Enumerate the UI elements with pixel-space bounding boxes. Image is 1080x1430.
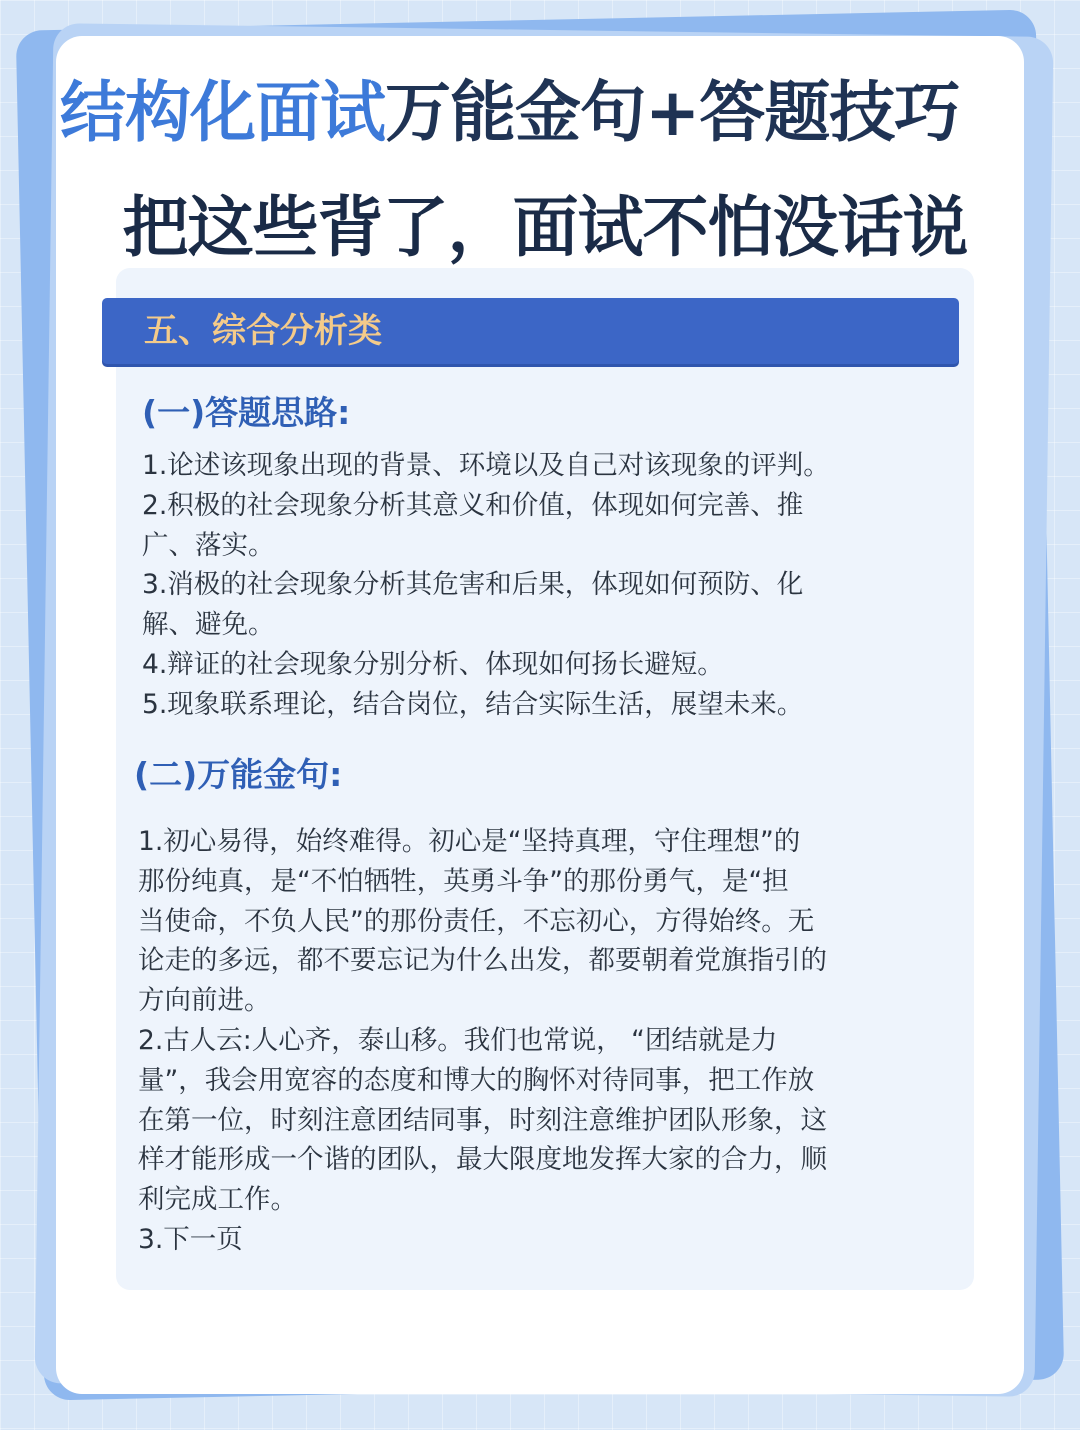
quote-line: 2.古人云:人心齐，泰山移。我们也常说， “团结就是力: [138, 1024, 778, 1056]
quote-line: 利完成工作。: [138, 1184, 297, 1216]
quote-line: 1.初心易得，始终难得。初心是“坚持真理，守住理想”的: [138, 826, 801, 857]
quote-line: 在第一位，时刻注意团结同事，时刻注意维护团队形象，这: [138, 1104, 827, 1136]
approach-line: 3.消极的社会现象分析其危害和后果，体现如何预防、化: [142, 569, 804, 601]
approach-heading: (一)答题思路:: [142, 393, 351, 432]
approach-line: 5.现象联系理论，结合岗位，结合实际生活，展望未来。: [142, 688, 804, 720]
quote-line: 样才能形成一个谐的团队，最大限度地发挥大家的合力，顺: [138, 1144, 827, 1176]
title-highlight: 结构化面试: [60, 74, 385, 151]
approach-line: 4.辩证的社会现象分别分析、体现如何扬长避短。: [142, 648, 724, 680]
title-rest: 万能金句+答题技巧: [385, 74, 960, 151]
approach-line: 1.论述该现象出现的背景、环境以及自己对该现象的评判。: [142, 450, 830, 481]
approach-line: 广、落实。: [142, 529, 275, 561]
quote-line: 量”，我会用宽容的态度和博大的胸怀对待同事，把工作放: [138, 1064, 815, 1096]
quote-line: 3.下一页: [138, 1223, 243, 1255]
quote-line: 方向前进。: [138, 985, 271, 1017]
approach-line: 解、避免。: [142, 609, 275, 641]
section-header-bar: [102, 298, 959, 364]
quotes-list: [138, 822, 948, 1260]
section-heading: 五、综合分析类: [144, 311, 382, 351]
quote-line: 当使命，不负人民”的那份责任，不忘初心，方得始终。无: [138, 905, 815, 937]
quote-line: 那份纯真，是“不怕牺牲，英勇斗争”的那份勇气，是“担: [138, 865, 789, 897]
quotes-heading: (二)万能金句:: [134, 755, 343, 794]
approach-list: [142, 446, 942, 725]
quote-line: 论走的多远，都不要忘记为什么出发，都要朝着党旗指引的: [138, 945, 827, 977]
approach-line: 2.积极的社会现象分析其意义和价值，体现如何完善、推: [142, 489, 804, 521]
page-subtitle: 把这些背了，面试不怕没话说: [122, 189, 968, 266]
page-title: [60, 70, 1030, 156]
